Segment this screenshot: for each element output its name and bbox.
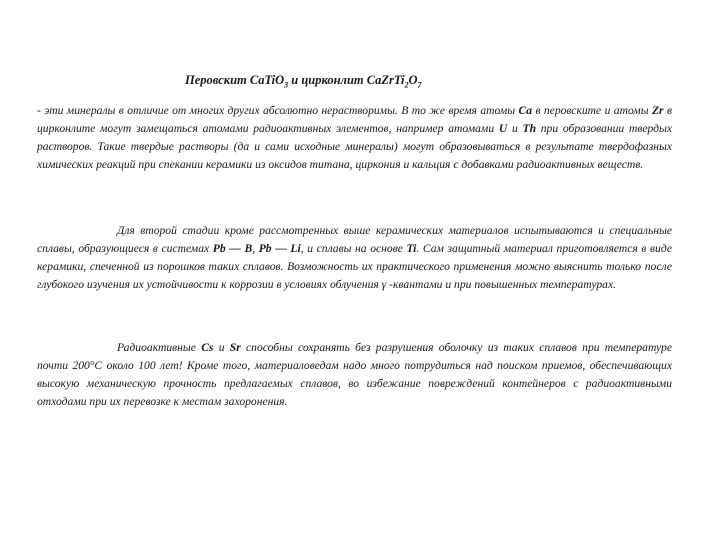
- title-text-oxygen: O: [408, 73, 418, 87]
- paragraph-alloys: Для второй стадии кроме рассмотренных выше керамических материалов испытываются и специальные сплавы, образующиеся в системах Pb — B, Pb — Li, и сплавы на основе Ti. Сам защитный материал приготовляется в виде керамики, спеченной из порошков таких сплавов. Возможность их практического применения можно выяснить только после глубокого изучения их устойчивости к коррозии в условиях облучения γ -квантами и при повышенных температурах.: [37, 224, 673, 291]
- element-u: U: [498, 122, 508, 135]
- paragraph-minerals: - эти минералы в отличие от многих других абсолютно нерастворимы. В то же время атомы Ca в перовските и атомы Zr в цирконлите могут замещаться атомами радиоактивных элементов, например атомами U и Th при образовании твердых растворов. Такие твердые растворы (да и сами исходные минералы) могут образовываться в результате твердофазных химических реакций при спекании керамики из оксидов титана, циркония и кальция с добавками радиоактивных веществ.: [37, 104, 672, 171]
- title-text-zirconolite: и цирконлит CaZrTi: [288, 73, 405, 87]
- element-sr: Sr: [229, 341, 241, 354]
- title-subscript-3: 3: [284, 80, 289, 90]
- element-zr: Zr: [651, 104, 664, 117]
- paragraph-radioactive: Радиоактивные Cs и Sr способны сохранять без разрушения оболочку из таких сплавов при температуре почти 200°С около 100 лет! Кроме того, материаловедам надо много потрудиться над поиском приемов, обеспечивающих высокую механическую прочность предлагаемых сплавов, во избежание повреждений контейнеров с радиоактивными отходами при их перевозке к местам захоронения.: [37, 341, 672, 408]
- title-subscript-7: 7: [417, 80, 422, 90]
- element-th: Th: [522, 122, 537, 135]
- element-ti: Ti: [406, 242, 417, 255]
- title-text-perovskite: Перовскит CaTiO: [185, 73, 285, 87]
- element-ca: Ca: [518, 104, 533, 117]
- system-pb-b: Pb — B: [212, 242, 253, 255]
- title-subscript-2: 2: [404, 80, 409, 90]
- system-pb-li: Pb — Li: [258, 242, 301, 255]
- element-cs: Cs: [201, 341, 214, 354]
- section-title: [185, 72, 655, 88]
